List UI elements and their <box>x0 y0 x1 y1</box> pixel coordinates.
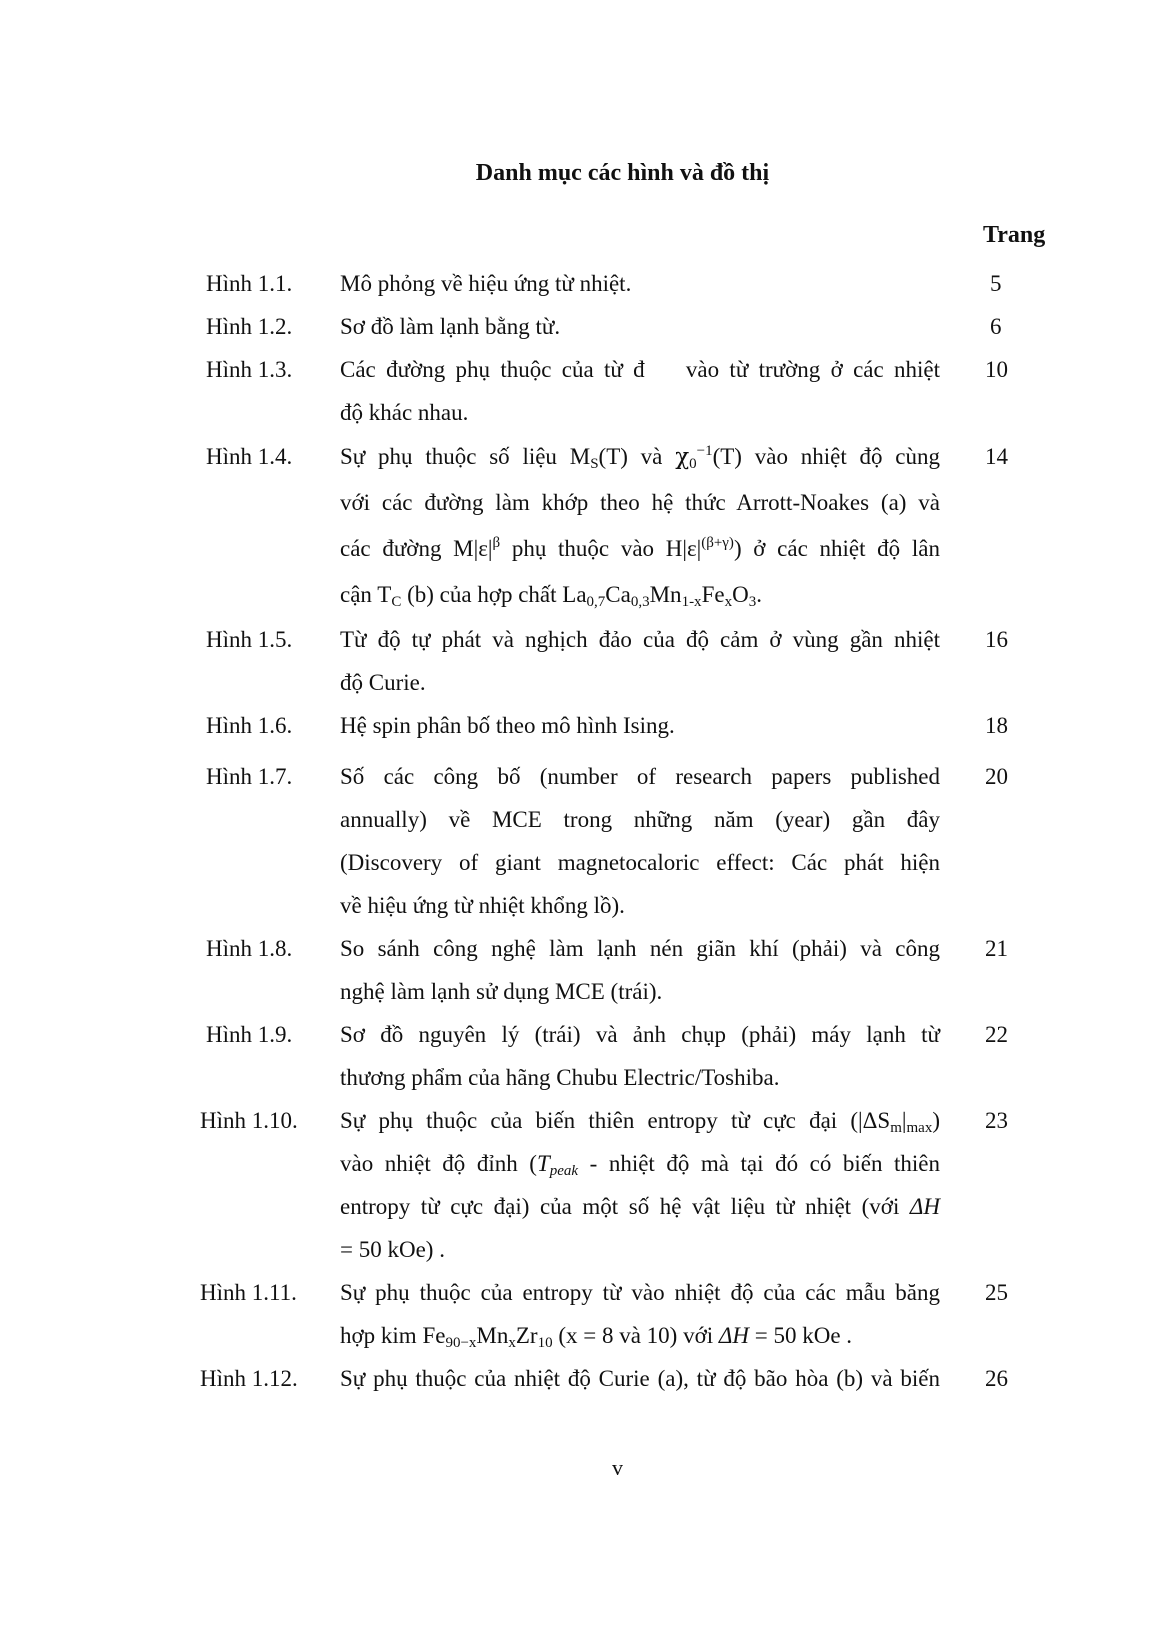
figure-entry <box>0 262 1158 305</box>
figure-label: Hình 1.10. <box>200 1108 298 1133</box>
figure-label: Hình 1.4. <box>206 444 293 469</box>
figure-caption: nghệ làm lạnh sử dụng MCE (trái). <box>340 979 663 1004</box>
page-number-footer: v <box>612 1455 623 1480</box>
figure-entry <box>0 704 1158 747</box>
figure-caption: annually) về MCE trong những năm (year) gần đây <box>340 807 940 832</box>
figure-label: Hình 1.2. <box>206 314 293 339</box>
figure-caption: (Discovery of giant magnetocaloric effect: Các phát hiện <box>340 850 940 875</box>
figure-label: Hình 1.5. <box>206 627 293 652</box>
figure-caption: So sánh công nghệ làm lạnh nén giãn khí (phải) và công <box>340 936 940 961</box>
figure-list <box>0 262 1158 1400</box>
page-number: 18 <box>985 713 1008 738</box>
figure-entry <box>0 1099 1158 1271</box>
figure-caption: Các đường phụ thuộc của từ đ vào từ trường ở các nhiệt <box>340 357 940 382</box>
figure-entry <box>0 927 1158 1013</box>
page-number: 25 <box>985 1280 1008 1305</box>
figure-caption: Sơ đồ nguyên lý (trái) và ảnh chụp (phải) máy lạnh từ <box>340 1022 940 1047</box>
page-number: 20 <box>985 764 1008 789</box>
figure-caption: Từ độ tự phát và nghịch đảo của độ cảm ở vùng gần nhiệt <box>340 627 940 652</box>
figure-caption: Sự phụ thuộc của nhiệt độ Curie (a), từ độ bão hòa (b) và biến <box>340 1366 940 1391</box>
page-number: 14 <box>985 444 1008 469</box>
page-number: 22 <box>985 1022 1008 1047</box>
figure-label: Hình 1.8. <box>206 936 293 961</box>
figure-label: Hình 1.7. <box>206 764 293 789</box>
figure-caption: thương phẩm của hãng Chubu Electric/Toshiba. <box>340 1065 780 1090</box>
figure-label: Hình 1.6. <box>206 713 293 738</box>
figure-caption: Sự phụ thuộc số liệu $M_S(T)$ và $\chi_0^{-1}(T)$ vào nhiệt độ cùng với các đường làm khớp theo hệ thức Arrott-Noakes (a) và các đường $M|\varepsilon|^\beta$ phụ thuộc vào $H|\varepsilon|^{(\beta+\gamma)}$) ở các nhiệt độ lân cận $T_C$ (b) của hợp chất $La_{0,7}Ca_{0,3}Mn_{1-x}Fe_xO_3$. <box>340 443 941 610</box>
page-number: 5 <box>990 271 1002 296</box>
figure-entry <box>0 1271 1158 1357</box>
figure-entry <box>0 1357 1158 1400</box>
figure-label: Hình 1.3. <box>206 357 293 382</box>
figure-label: Hình 1.9. <box>206 1022 293 1047</box>
figure-caption: Sự phụ thuộc của entropy từ vào nhiệt độ của các mẫu băng hợp kim $Fe_{90-x}Mn_xZr_{10}$ (x = 8 và 10) với ΔH = 50 kOe . <box>340 1280 940 1351</box>
page-column-header: Trang <box>983 222 1046 248</box>
figure-label: Hình 1.1. <box>206 271 293 296</box>
figure-entry <box>0 434 1158 618</box>
figure-caption: Số các công bố (number of research papers published <box>340 764 940 789</box>
figure-entry <box>0 1013 1158 1099</box>
figure-caption: độ Curie. <box>340 670 426 695</box>
figure-caption: về hiệu ứng từ nhiệt khổng lồ). <box>340 893 625 918</box>
figure-label: Hình 1.12. <box>200 1366 298 1391</box>
figure-entry <box>0 348 1158 434</box>
figure-caption: Sơ đồ làm lạnh bằng từ. <box>340 314 561 339</box>
page-number: 26 <box>985 1366 1008 1391</box>
figure-entry <box>0 618 1158 704</box>
figure-caption: Sự phụ thuộc của biến thiên entropy từ cực đại $(|\Delta S_m|_{max})$ vào nhiệt độ đỉnh ($T_{peak}$ - nhiệt độ mà tại đó có biến thiên entropy từ cực đại) của một số hệ vật liệu từ nhiệt (với ΔH = 50 kOe) . <box>340 1108 941 1262</box>
figure-caption: độ khác nhau. <box>340 400 469 425</box>
page-number: 6 <box>990 314 1002 339</box>
page-number: 16 <box>985 627 1008 652</box>
page-number: 23 <box>985 1108 1008 1133</box>
figure-entry <box>0 755 1158 927</box>
figure-entry <box>0 305 1158 348</box>
page-number: 10 <box>985 357 1008 382</box>
figure-caption: Hệ spin phân bố theo mô hình Ising. <box>340 713 675 738</box>
figure-label: Hình 1.11. <box>200 1280 297 1305</box>
figure-caption: Mô phỏng về hiệu ứng từ nhiệt. <box>340 271 632 296</box>
page-number: 21 <box>985 936 1008 961</box>
page-title: Danh mục các hình và đồ thị <box>475 160 770 186</box>
